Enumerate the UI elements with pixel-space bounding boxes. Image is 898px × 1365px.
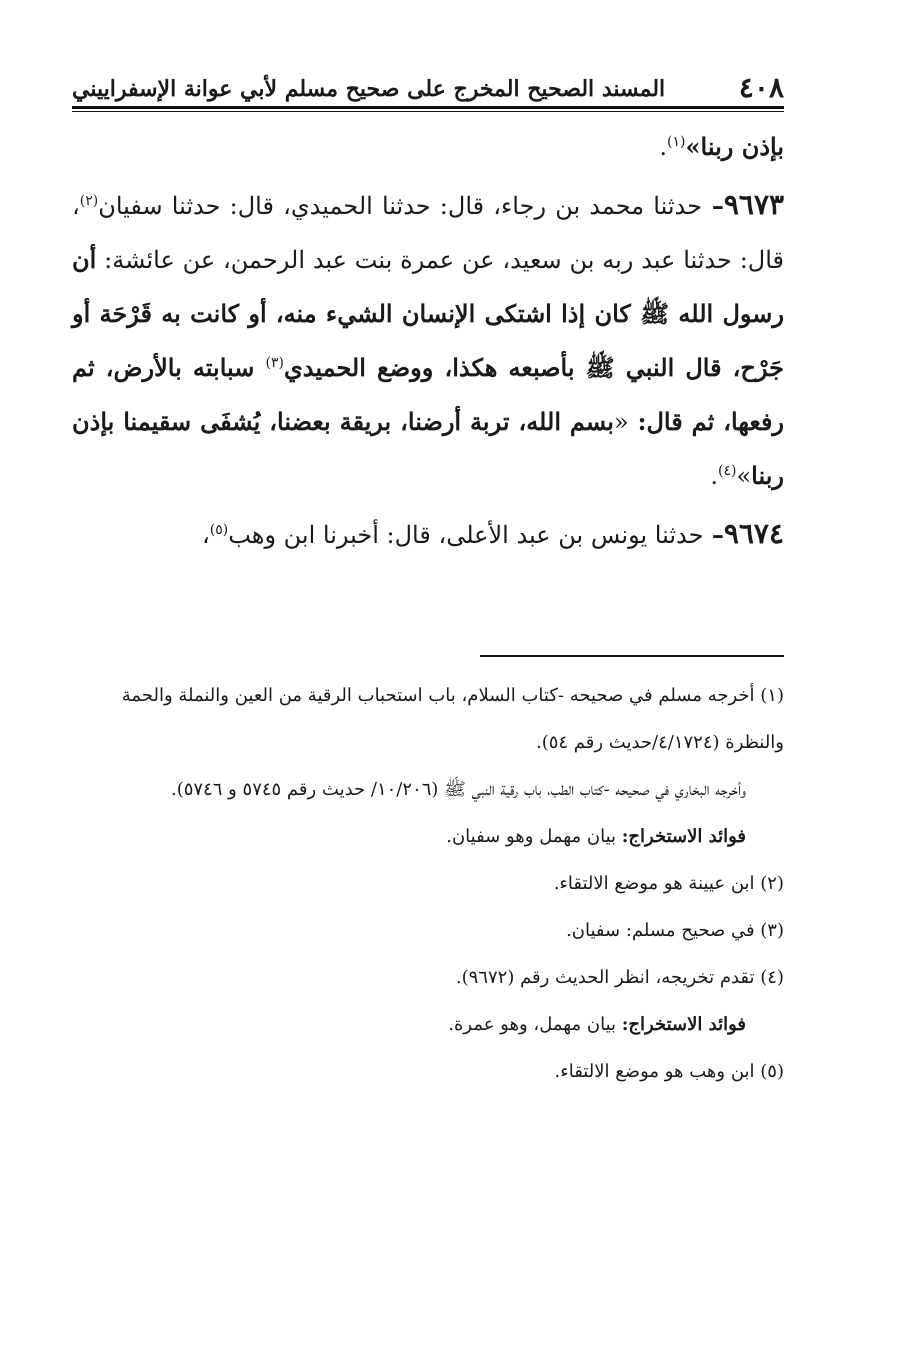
continuation-line: بإذن ربنا»$^{(١)}$. xyxy=(659,132,784,161)
hadith-number: ٩٦٧٣ xyxy=(723,188,785,221)
footnote-1-benefits: فوائد الاستخراج: بيان مهمل وهو سفيان. xyxy=(446,826,746,847)
running-header xyxy=(72,68,784,104)
footnote-ref-4: (٤) xyxy=(718,463,737,479)
footnotes xyxy=(72,672,784,1095)
hadith-9674: ٩٦٧٤– حدثنا يونس بن عبد الأعلى، قال: أخبرنا ابن وهب$^{(٥)}$، xyxy=(202,517,784,550)
footnote-4: (٤) تقدم تخريجه، انظر الحديث رقم (٩٦٧٢). xyxy=(455,967,784,988)
footnote-5: (٥) ابن وهب هو موضع الالتقاء. xyxy=(554,1061,784,1082)
page-number: ٤٠٨ xyxy=(738,71,784,104)
footnote-2: (٢) ابن عيينة هو موضع الالتقاء. xyxy=(553,873,784,894)
footnote-ref-1: (١) xyxy=(667,134,686,150)
main-text xyxy=(72,120,784,566)
hadith-number: ٩٦٧٤ xyxy=(723,517,784,550)
footnote-3: (٣) في صحيح مسلم: سفيان. xyxy=(566,920,784,941)
isnad: حدثنا محمد بن رجاء، قال: حدثنا الحميدي، قال: حدثنا سفيان xyxy=(98,192,702,220)
hadith-9673: ٩٦٧٣– حدثنا محمد بن رجاء، قال: حدثنا الحميدي، قال: حدثنا سفيان$^{(٢)}$، قال: حدثنا عبد ربه بن سعيد، عن عمرة بنت عبد الرحمن، عن عائشة: أن رسول الله ﷺ كان إذا اشتكى الإنسان الشيء منه، أو كانت به قَرْحَة أو جَرْح، قال النبي ﷺ بأصبعه هكذا، ووضع الحميدي$^{(٣)}$ سبابته بالأرض، ثم رفعها، ثم قال: «بسم الله، تربة أرضنا، بريقة بعضنا، يُشفَى سقيمنا بإذن ربنا»$^{(٤)}$. xyxy=(72,188,785,490)
matn: أن رسول الله ﷺ كان إذا اشتكى الإنسان الشيء منه، أو كانت به قَرْحَة أو جَرْح، قال النبي ﷺ بأصبعه هكذا، ووضع الحميدي xyxy=(72,245,784,382)
footnote-separator xyxy=(480,655,784,657)
footnote-ref-5: (٥) xyxy=(209,522,229,538)
footnote-ref-2: (٢) xyxy=(79,193,99,209)
header-rule xyxy=(72,106,784,112)
footnote-1: (١) أخرجه مسلم في صحيحه -كتاب السلام، باب استحباب الرقية من العين والنملة والحمة والنظرة (٤/١٧٢٤/حديث رقم ٥٤). xyxy=(121,685,784,753)
footnote-ref-3: (٣) xyxy=(265,355,284,371)
footnote-1-bukhari: وأخرجه البخاري في صحيحه -كتاب الطب، باب رقية النبي ﷺ (١٠/٢٠٦/ حديث رقم ٥٧٤٥ و ٥٧٤٦). xyxy=(170,779,746,800)
quoted-supplication: بسم الله، تربة أرضنا، بريقة بعضنا، يُشفَى سقيمنا بإذن ربنا xyxy=(72,407,784,490)
book-title: المسند الصحيح المخرج على صحيح مسلم لأبي عوانة الإسفراييني xyxy=(72,76,666,102)
footnote-4-benefits: فوائد الاستخراج: بيان مهمل، وهو عمرة. xyxy=(448,1014,746,1035)
isnad: حدثنا يونس بن عبد الأعلى، قال: أخبرنا ابن وهب xyxy=(228,521,704,549)
